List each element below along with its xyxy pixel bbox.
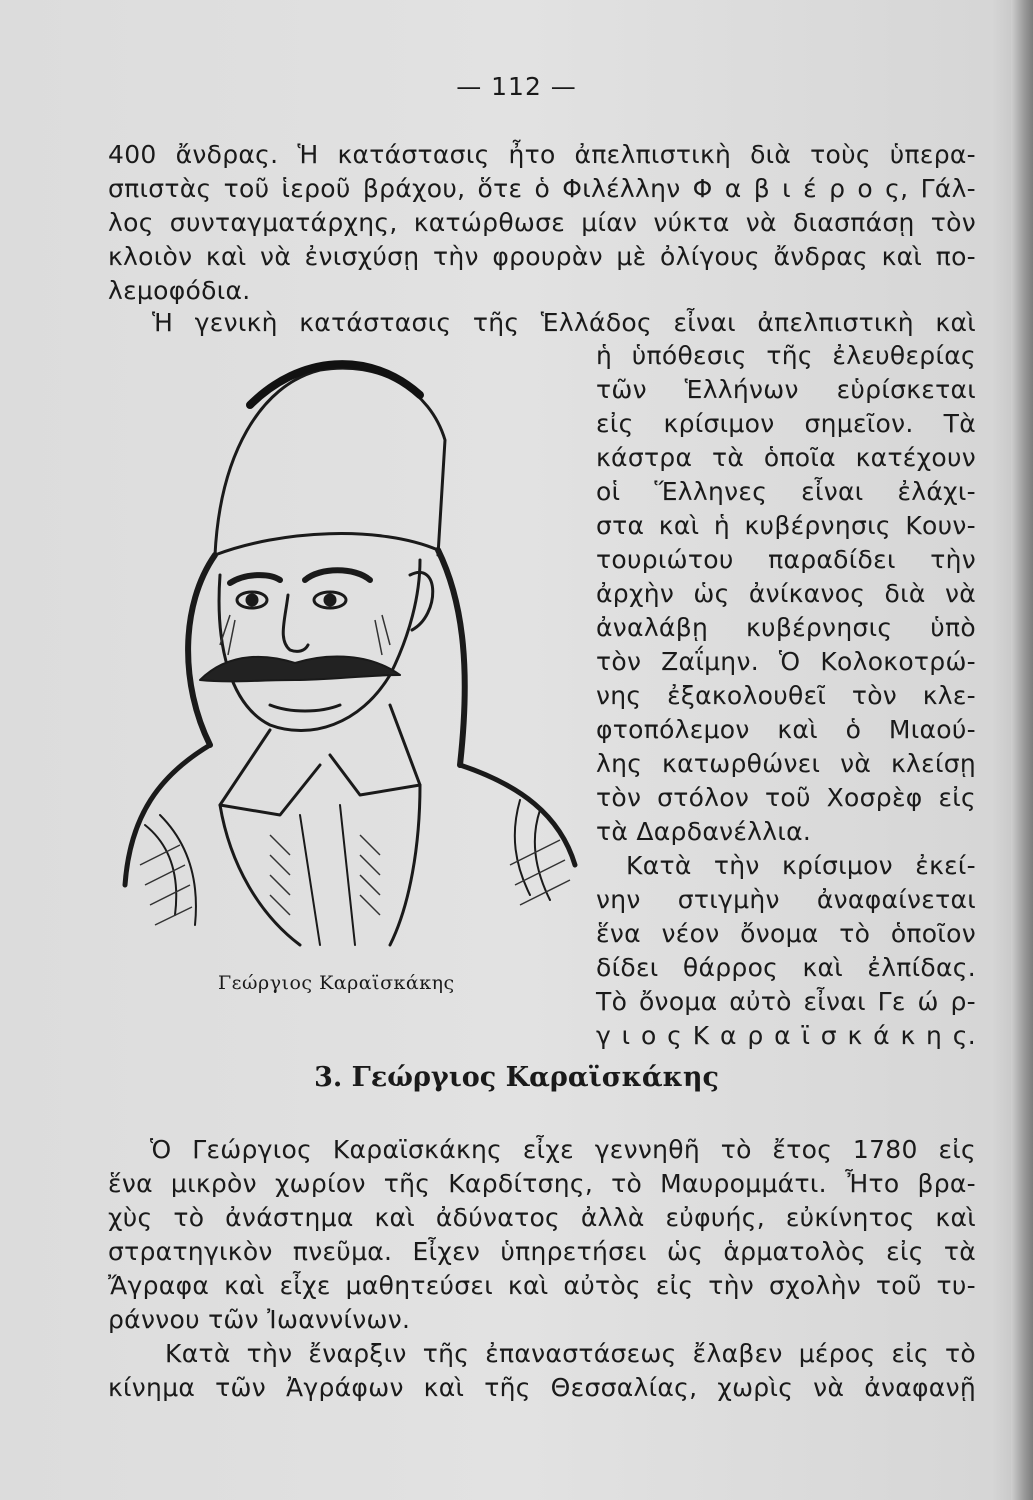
column-line: Κατὰ τὴν κρίσιμον ἐκεί-: [626, 851, 976, 880]
column-line: τῶν Ἑλλήνων εὑρίσκεται: [596, 375, 976, 404]
text-line: Κατὰ τὴν ἔναρξιν τῆς ἐπαναστάσεως ἔλαβεν μέρος εἰς τὸ: [165, 1339, 976, 1368]
portrait-caption: Γεώργιος Καραϊσκάκης: [218, 972, 455, 994]
column-line: νης ἐξακολουθεῖ τὸν κλε-: [596, 681, 976, 710]
text-line: χὺς τὸ ἀνάστημα καὶ ἀδύνατος ἀλλὰ εὐφυής, εὐκίνητος καὶ: [108, 1203, 976, 1232]
column-line: φτοπόλεμον καὶ ὁ Μιαού-: [596, 715, 976, 744]
column-line: οἱ Ἕλληνες εἶναι ἐλάχι-: [596, 477, 976, 506]
column-line: λης κατωρθώνει νὰ κλείσῃ: [596, 749, 976, 778]
column-line: στα καὶ ἡ κυβέρνησις Κουν-: [596, 511, 976, 540]
column-line: δίδει θάρρος καὶ ἐλπίδας.: [596, 953, 976, 982]
column-line: εἰς κρίσιμον σημεῖον. Τὰ: [596, 409, 976, 438]
text-line: 400 ἄνδρας. Ἡ κατάστασις ἦτο ἀπελπιστικὴ διὰ τοὺς ὑπερα-: [108, 140, 976, 169]
text-line: ράννου τῶν Ἰωαννίνων.: [108, 1305, 411, 1334]
text-line: σπιστὰς τοῦ ἱεροῦ βράχου, ὅτε ὁ Φιλέλλην Φ α β ι έ ρ ο ς, Γάλ-: [108, 174, 976, 203]
column-line: νην στιγμὴν ἀναφαίνεται: [596, 885, 976, 914]
column-line: τὰ Δαρδανέλλια.: [596, 817, 812, 846]
column-line: ἕνα νέον ὄνομα τὸ ὁποῖον: [596, 919, 976, 948]
column-line: ἡ ὑπόθεσις τῆς ἐλευθερίας: [596, 341, 976, 370]
text-line: λος συνταγματάρχης, κατώρθωσε μίαν νύκτα νὰ διασπάσῃ τὸν: [108, 208, 976, 237]
text-line: λεμοφόδια.: [108, 276, 251, 305]
column-line: γ ι ο ς Κ α ρ α ϊ σ κ ά κ η ς.: [596, 1021, 976, 1050]
column-line: ἀρχὴν ὡς ἀνίκανος διὰ νὰ: [596, 579, 976, 608]
column-line: τουριώτου παραδίδει τὴν: [596, 545, 976, 574]
page-number: — 112 —: [456, 72, 577, 101]
column-line: Τὸ ὄνομα αὐτὸ εἶναι Γε ώ ρ-: [596, 987, 976, 1016]
text-line: κίνημα τῶν Ἀγράφων καὶ τῆς Θεσσαλίας, χωρὶς νὰ ἀναφανῇ: [108, 1373, 976, 1402]
text-line: Ὁ Γεώργιος Καραϊσκάκης εἶχε γεννηθῆ τὸ ἔτος 1780 εἰς: [150, 1135, 976, 1164]
text-line: στρατηγικὸν πνεῦμα. Εἶχεν ὑπηρετήσει ὡς ἁρματολὸς εἰς τὰ: [108, 1237, 976, 1266]
text-line: ἕνα μικρὸν χωρίον τῆς Καρδίτσης, τὸ Μαυρομμάτι. Ἦτο βρα-: [108, 1169, 976, 1198]
section-heading: 3. Γεώργιος Καραϊσκάκης: [314, 1062, 719, 1093]
text-line: Ἄγραφα καὶ εἶχε μαθητεύσει καὶ αὐτὸς εἰς τὴν σχολὴν τοῦ τυ-: [108, 1271, 976, 1300]
column-line: ἀναλάβῃ κυβέρνησις ὑπὸ: [596, 613, 976, 642]
column-line: τὸν Ζαΐμην. Ὁ Κολοκοτρώ-: [596, 647, 976, 676]
portrait-illustration: [120, 345, 580, 955]
column-line: τὸν στόλον τοῦ Χοσρὲφ εἰς: [596, 783, 976, 812]
text-line: κλοιὸν καὶ νὰ ἐνισχύσῃ τὴν φρουρὰν μὲ ὀλίγους ἄνδρας καὶ πο-: [108, 242, 976, 271]
column-line: κάστρα τὰ ὁποῖα κατέχουν: [596, 443, 976, 472]
text-line: Ἡ γενικὴ κατάστασις τῆς Ἑλλάδος εἶναι ἀπελπιστικὴ καὶ: [152, 308, 976, 337]
page-edge: [1011, 0, 1033, 1500]
